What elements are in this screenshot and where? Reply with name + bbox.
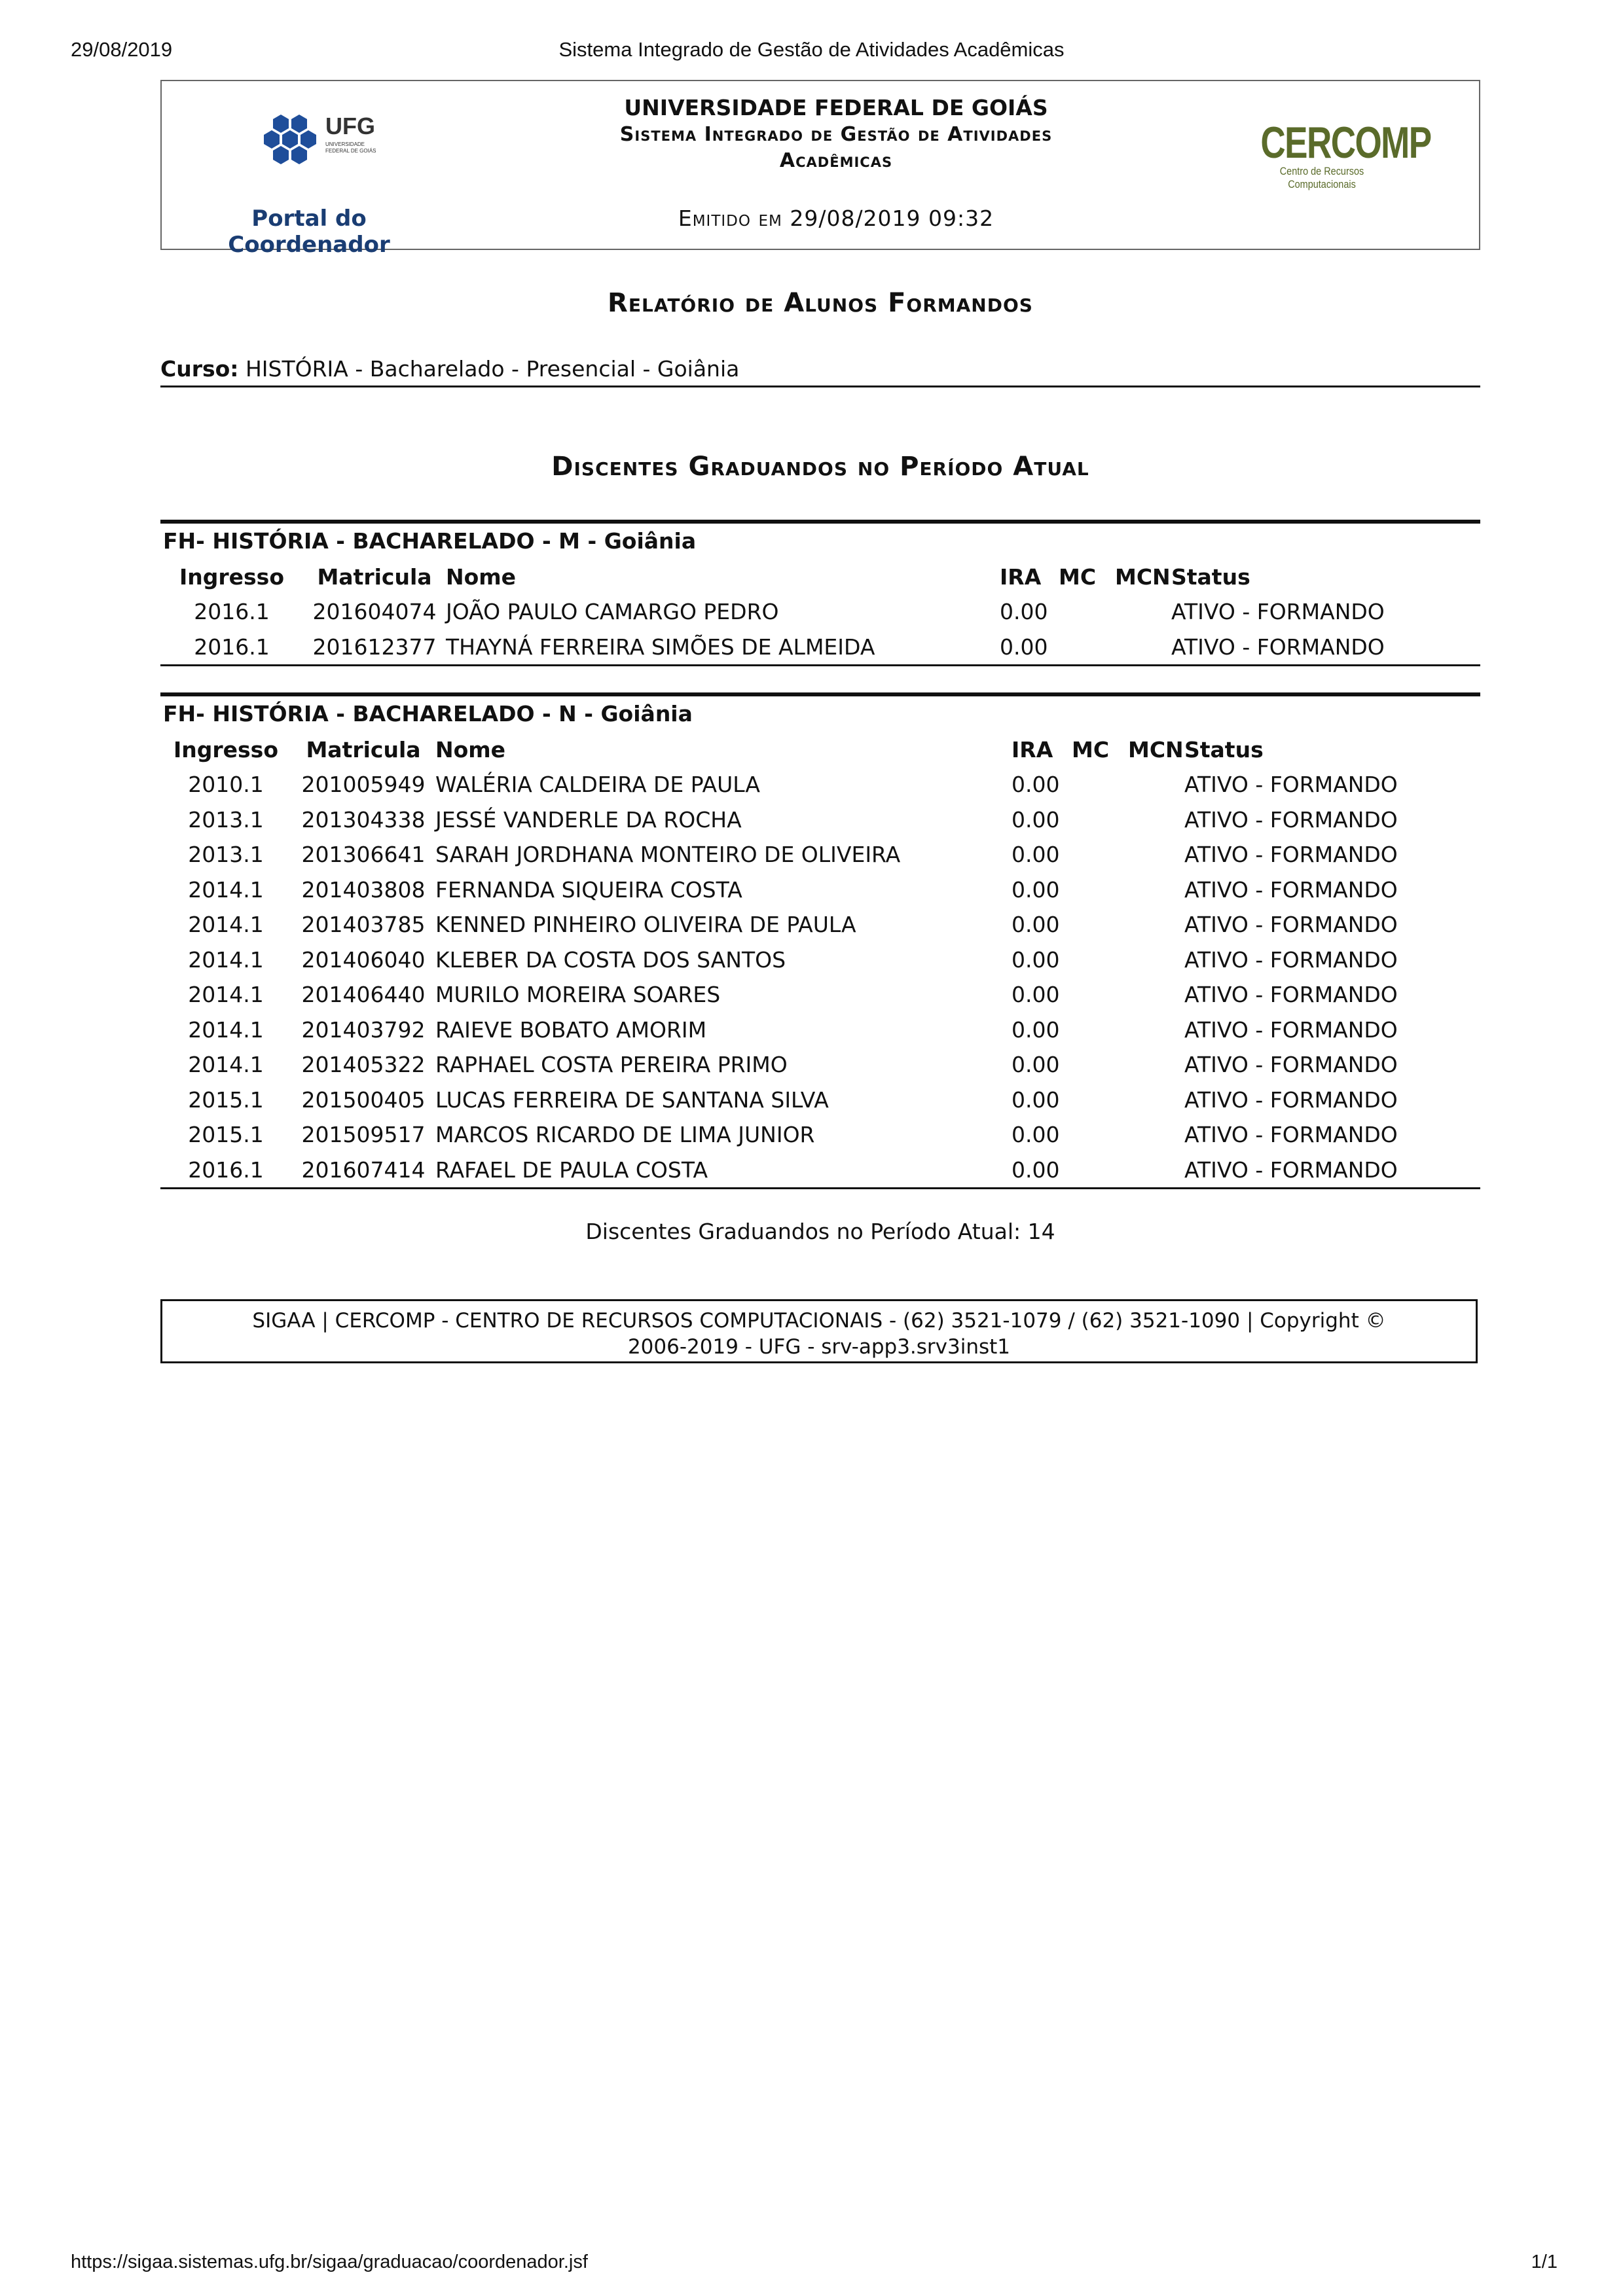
cell-matricula: 201612377 <box>312 634 437 660</box>
col-nome: Nome <box>446 564 517 590</box>
table-row <box>160 977 1446 1013</box>
table-row <box>160 767 1446 802</box>
total-count: Discentes Graduandos no Período Atual: 14 <box>585 1219 1055 1244</box>
cell-mc <box>1072 872 1128 908</box>
cell-nome: SARAH JORDHANA MONTEIRO DE OLIVEIRA <box>435 842 901 868</box>
cell-ira: 0.00 <box>1012 1086 1060 1113</box>
cell-nome: RAPHAEL COSTA PEREIRA PRIMO <box>435 1052 788 1078</box>
cell-matricula: 201403785 <box>301 912 426 938</box>
cell-status: ATIVO - FORMANDO <box>1184 946 1398 973</box>
cell-matricula: 201604074 <box>312 599 437 625</box>
cell-mcn <box>1115 594 1171 630</box>
cell-ingresso: 2014.1 <box>188 876 264 903</box>
system-name-line1: Sistema Integrado de Gestão de Atividades <box>619 123 1053 146</box>
table-header-row <box>160 559 1433 594</box>
cell-ira: 0.00 <box>1012 1052 1060 1078</box>
cell-status: ATIVO - FORMANDO <box>1184 842 1398 868</box>
cell-nome: JESSÉ VANDERLE DA ROCHA <box>435 806 742 833</box>
cell-matricula: 201509517 <box>301 1122 426 1148</box>
cell-status: ATIVO - FORMANDO <box>1184 772 1398 798</box>
cell-ira: 0.00 <box>1000 634 1048 660</box>
cell-ira: 0.00 <box>1012 1016 1060 1043</box>
emitted-timestamp: Emitido em 29/08/2019 09:32 <box>678 206 994 231</box>
cell-mc <box>1072 1153 1128 1188</box>
cell-status: ATIVO - FORMANDO <box>1184 1016 1398 1043</box>
cell-mc <box>1059 594 1115 630</box>
cell-mcn <box>1128 802 1184 838</box>
cell-mc <box>1072 977 1128 1013</box>
cell-matricula: 201005949 <box>301 772 426 798</box>
cell-mc <box>1072 1013 1128 1048</box>
print-page-number: 1/1 <box>1531 2251 1558 2272</box>
cell-ingresso: 2010.1 <box>188 772 264 798</box>
col-mc: MC <box>1072 736 1110 762</box>
cell-nome: RAFAEL DE PAULA COSTA <box>435 1157 708 1183</box>
cercomp-logo <box>1243 118 1431 191</box>
cell-ira: 0.00 <box>1012 772 1060 798</box>
class-group-m <box>160 520 1480 666</box>
cell-nome: KENNED PINHEIRO OLIVEIRA DE PAULA <box>435 912 856 938</box>
university-name: UNIVERSIDADE FEDERAL DE GOIÁS <box>624 95 1048 120</box>
cell-status: ATIVO - FORMANDO <box>1184 1122 1398 1148</box>
cell-matricula: 201500405 <box>301 1086 426 1113</box>
cell-mcn <box>1115 630 1171 665</box>
cell-mc <box>1072 802 1128 838</box>
course-line <box>160 356 1480 387</box>
cell-status: ATIVO - FORMANDO <box>1171 634 1385 660</box>
cell-matricula: 201405322 <box>301 1052 426 1078</box>
cell-ingresso: 2014.1 <box>188 946 264 973</box>
col-mc: MC <box>1059 564 1097 590</box>
ufg-logo-subtext: UNIVERSIDADE FEDERAL DE GOIÁS <box>325 141 376 154</box>
cell-mcn <box>1128 907 1184 942</box>
cell-matricula: 201406040 <box>301 946 426 973</box>
portal-label <box>227 206 391 258</box>
cell-mcn <box>1128 1117 1184 1153</box>
cell-nome: WALÉRIA CALDEIRA DE PAULA <box>435 772 760 798</box>
group-title: FH- HISTÓRIA - BACHARELADO - M - Goiânia <box>163 528 697 554</box>
cell-nome: JOÃO PAULO CAMARGO PEDRO <box>446 599 779 625</box>
cell-matricula: 201406440 <box>301 982 426 1008</box>
table-row <box>160 1153 1446 1188</box>
portal-line2: Coordenador <box>228 232 390 258</box>
col-status: Status <box>1184 736 1264 762</box>
cell-status: ATIVO - FORMANDO <box>1184 1052 1398 1078</box>
cell-mc <box>1072 907 1128 942</box>
cell-mcn <box>1128 977 1184 1013</box>
cell-ira: 0.00 <box>1000 599 1048 625</box>
cell-ira: 0.00 <box>1012 1157 1060 1183</box>
table-row <box>160 1047 1446 1083</box>
print-title: Sistema Integrado de Gestão de Atividades Acadêmicas <box>558 38 1065 61</box>
table-row <box>160 802 1446 838</box>
cell-ira: 0.00 <box>1012 876 1060 903</box>
col-mcn: MCN <box>1115 564 1171 590</box>
footer-line2: 2006-2019 - UFG - srv-app3.srv3inst1 <box>627 1335 1011 1359</box>
cell-ingresso: 2016.1 <box>194 634 270 660</box>
cell-matricula: 201403808 <box>301 876 426 903</box>
cell-ira: 0.00 <box>1012 842 1060 868</box>
students-table <box>160 559 1433 664</box>
cell-ingresso: 2013.1 <box>188 806 264 833</box>
table-row <box>160 1117 1446 1153</box>
cell-ira: 0.00 <box>1012 982 1060 1008</box>
cell-mc <box>1059 630 1115 665</box>
col-status: Status <box>1171 564 1250 590</box>
print-date: 29/08/2019 <box>71 38 173 61</box>
table-row <box>160 1013 1446 1048</box>
cell-mcn <box>1128 1153 1184 1188</box>
cell-mc <box>1072 837 1128 872</box>
table-header-row <box>160 732 1446 767</box>
cell-ingresso: 2015.1 <box>188 1122 264 1148</box>
cell-ingresso: 2015.1 <box>188 1086 264 1113</box>
course-value: HISTÓRIA - Bacharelado - Presencial - Goiânia <box>238 356 740 382</box>
footer-line1: SIGAA | CERCOMP - CENTRO DE RECURSOS COMPUTACIONAIS - (62) 3521-1079 / (62) 3521-1090 | Copyright © <box>252 1309 1386 1333</box>
col-ira: IRA <box>1000 564 1042 590</box>
col-nome: Nome <box>435 736 506 762</box>
cell-matricula: 201607414 <box>301 1157 426 1183</box>
print-url: https://sigaa.sistemas.ufg.br/sigaa/graduacao/coordenador.jsf <box>71 2251 588 2272</box>
course-label: Curso: <box>160 356 239 382</box>
cell-ingresso: 2013.1 <box>188 842 264 868</box>
cell-status: ATIVO - FORMANDO <box>1184 982 1398 1008</box>
cell-mcn <box>1128 837 1184 872</box>
cell-ira: 0.00 <box>1012 946 1060 973</box>
cell-mcn <box>1128 942 1184 978</box>
students-table <box>160 732 1446 1187</box>
cell-ingresso: 2014.1 <box>188 912 264 938</box>
cell-nome: LUCAS FERREIRA DE SANTANA SILVA <box>435 1086 829 1113</box>
cell-ingresso: 2016.1 <box>194 599 270 625</box>
report-title: Relatório de Alunos Formandos <box>608 288 1033 318</box>
table-row <box>160 1083 1446 1118</box>
table-row <box>160 872 1446 908</box>
cell-matricula: 201403792 <box>301 1016 426 1043</box>
ufg-logo-text: UFG <box>325 113 375 139</box>
table-row <box>160 942 1446 978</box>
cell-nome: FERNANDA SIQUEIRA COSTA <box>435 876 742 903</box>
cell-mcn <box>1128 1047 1184 1083</box>
cell-ira: 0.00 <box>1012 1122 1060 1148</box>
cell-ingresso: 2014.1 <box>188 1052 264 1078</box>
cell-ingresso: 2014.1 <box>188 982 264 1008</box>
cell-nome: THAYNÁ FERREIRA SIMÕES DE ALMEIDA <box>446 634 875 660</box>
table-row <box>160 907 1446 942</box>
cell-matricula: 201306641 <box>301 842 426 868</box>
cell-ingresso: 2014.1 <box>188 1016 264 1043</box>
cercomp-logo-text: CERCOMP <box>1260 118 1431 168</box>
cell-ira: 0.00 <box>1012 912 1060 938</box>
col-matricula: Matricula <box>306 736 421 762</box>
cell-mcn <box>1128 1083 1184 1118</box>
cell-status: ATIVO - FORMANDO <box>1184 1086 1398 1113</box>
cell-status: ATIVO - FORMANDO <box>1184 876 1398 903</box>
cell-ingresso: 2016.1 <box>188 1157 264 1183</box>
report-header <box>160 80 1480 258</box>
group-title: FH- HISTÓRIA - BACHARELADO - N - Goiânia <box>163 701 693 726</box>
cell-ira: 0.00 <box>1012 806 1060 833</box>
col-ingresso: Ingresso <box>179 564 284 590</box>
class-group-n <box>160 692 1480 1189</box>
system-name-line2: Acadêmicas <box>779 149 893 172</box>
col-ingresso: Ingresso <box>173 736 278 762</box>
group-n-rows <box>160 767 1446 1187</box>
portal-line1: Portal do <box>251 206 367 232</box>
cell-nome: RAIEVE BOBATO AMORIM <box>435 1016 707 1043</box>
table-row <box>160 837 1446 872</box>
cercomp-logo-subtext: Centro de Recursos Computacionais <box>1279 165 1364 190</box>
col-matricula: Matricula <box>317 564 432 590</box>
col-ira: IRA <box>1012 736 1053 762</box>
cell-status: ATIVO - FORMANDO <box>1184 1157 1398 1183</box>
cell-mc <box>1072 1083 1128 1118</box>
cell-status: ATIVO - FORMANDO <box>1184 806 1398 833</box>
cell-mcn <box>1128 767 1184 802</box>
cell-mc <box>1072 1117 1128 1153</box>
cell-status: ATIVO - FORMANDO <box>1171 599 1385 625</box>
system-footer <box>160 1299 1478 1363</box>
cell-mcn <box>1128 1013 1184 1048</box>
cell-mc <box>1072 767 1128 802</box>
col-mcn: MCN <box>1128 736 1184 762</box>
cell-matricula: 201304338 <box>301 806 426 833</box>
cell-nome: KLEBER DA COSTA DOS SANTOS <box>435 946 786 973</box>
table-row <box>160 594 1433 630</box>
cell-mcn <box>1128 872 1184 908</box>
cell-mc <box>1072 942 1128 978</box>
cell-mc <box>1072 1047 1128 1083</box>
section-title: Discentes Graduandos no Período Atual <box>551 452 1089 482</box>
cell-nome: MARCOS RICARDO DE LIMA JUNIOR <box>435 1122 815 1148</box>
header-center <box>424 94 1249 231</box>
cell-status: ATIVO - FORMANDO <box>1184 912 1398 938</box>
table-row <box>160 630 1433 665</box>
cell-nome: MURILO MOREIRA SOARES <box>435 982 721 1008</box>
ufg-logo <box>227 107 391 258</box>
